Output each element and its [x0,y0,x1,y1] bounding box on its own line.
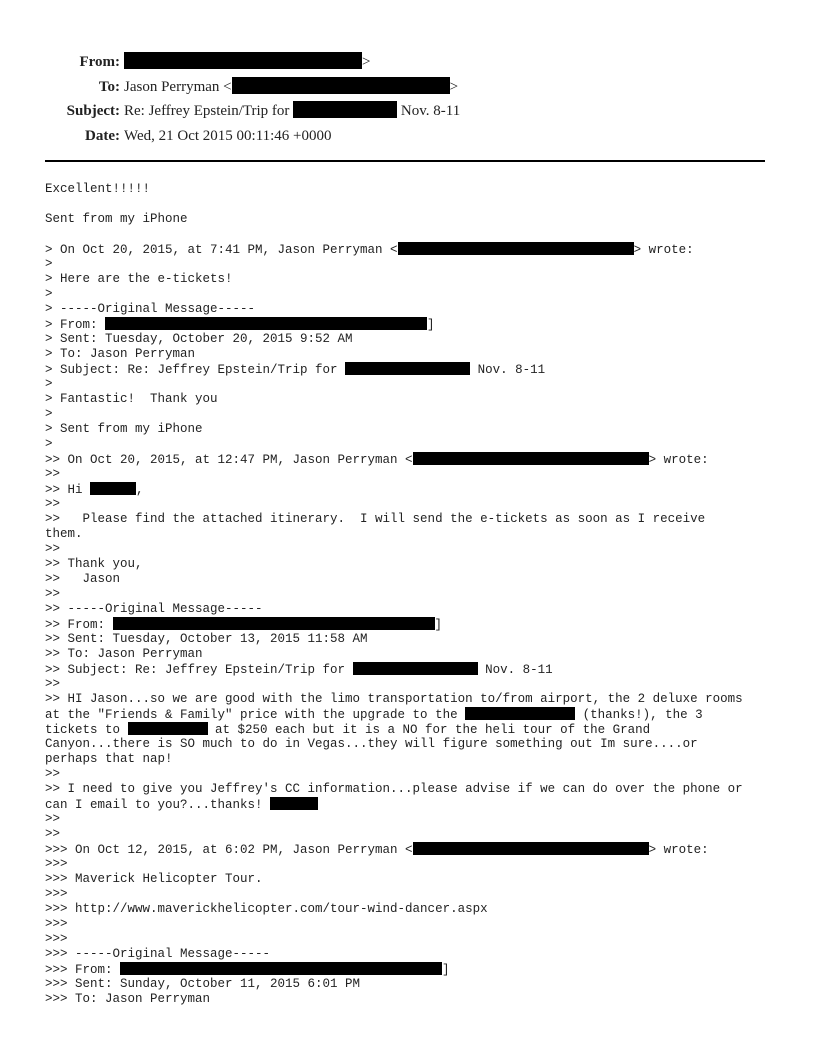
body-text: > Subject: Re: Jeffrey Epstein/Trip for [45,363,346,377]
body-line: >>> [45,932,68,946]
to-name: Jason Perryman < [124,78,232,95]
email-header [0,52,816,150]
body-line: > To: Jason Perryman [45,347,196,361]
redaction-box [345,362,470,375]
body-text: >>> From: [45,963,121,977]
body-line: > Sent from my iPhone [45,422,203,436]
body-text: >>> On Oct 12, 2015, at 6:02 PM, Jason Perryman < [45,843,413,857]
redaction-box [293,101,397,118]
body-line [45,707,775,722]
body-text: > wrote: [648,843,709,857]
redaction-box [353,662,478,675]
body-line: >> [45,827,61,841]
subject-text-pre: Re: Jeffrey Epstein/Trip for [124,103,290,119]
body-line [45,317,775,332]
body-line: >>> [45,887,68,901]
body-text: (thanks!), the 3 [575,708,703,722]
body-line: > Sent: Tuesday, October 20, 2015 9:52 AM [45,332,353,346]
body-line [45,197,775,212]
body-line: >>> [45,917,68,931]
body-line [45,227,775,242]
body-text: > wrote: [648,453,709,467]
from-value [124,52,370,72]
body-text: > wrote: [633,243,694,257]
subject-label: Subject: [66,103,120,119]
body-line [45,482,775,497]
redaction-box [105,317,427,330]
body-text: Nov. 8-11 [470,363,546,377]
redaction-box [120,962,442,975]
body-line: >>> Sent: Sunday, October 11, 2015 6:01 PM [45,977,361,991]
to-close-bracket: > [449,78,459,95]
header-from-row [0,52,816,77]
body-text: >> Subject: Re: Jeffrey Epstein/Trip for [45,663,353,677]
body-line: >> [45,677,61,691]
body-line: >> -----Original Message----- [45,602,263,616]
redaction-box [413,842,649,855]
body-text: at the "Friends & Family" price with the upgrade to the [45,708,466,722]
body-line [45,797,775,812]
body-text: at $250 each but it is a NO for the heli tour of the Grand [207,723,651,737]
redaction-box [232,77,450,94]
body-line: Excellent!!!!! [45,182,151,196]
body-line: > [45,437,53,451]
body-line: >> HI Jason...so we are good with the limo transportation to/from airport, the 2 deluxe rooms [45,692,743,706]
body-text: > On Oct 20, 2015, at 7:41 PM, Jason Perryman < [45,243,398,257]
body-line: >> [45,467,61,481]
body-line: them. [45,527,83,541]
from-label: From: [79,54,120,70]
body-text: > From: [45,318,106,332]
body-line [45,617,775,632]
body-line [45,962,775,977]
body-line: > [45,287,53,301]
body-line: perhaps that nap! [45,752,173,766]
body-line: >>> Maverick Helicopter Tour. [45,872,263,886]
to-label: To: [98,78,120,95]
body-text: can I email to you?...thanks! [45,798,271,812]
body-line [45,842,775,857]
redaction-box [413,452,649,465]
body-line: >> Please find the attached itinerary. I will send the e-tickets as soon as I receive [45,512,706,526]
body-line: >>> [45,857,68,871]
redaction-box [128,722,208,735]
body-line: >>> -----Original Message----- [45,947,271,961]
date-value: Wed, 21 Oct 2015 00:11:46 +0000 [124,127,332,144]
redaction-box [90,482,136,495]
redaction-box [113,617,435,630]
body-text: >> On Oct 20, 2015, at 12:47 PM, Jason Perryman < [45,453,413,467]
header-to-row [0,77,816,102]
body-text: ] [434,618,443,632]
redaction-box [270,797,318,810]
body-line: >> [45,542,61,556]
body-line [45,722,775,737]
body-line: > [45,377,53,391]
body-line: > Here are the e-tickets! [45,272,233,286]
body-text: ] [442,963,450,977]
from-close-bracket: > [362,54,371,70]
redaction-box [124,52,362,69]
header-subject-row [0,101,816,126]
body-line: >> I need to give you Jeffrey's CC information...please advise if we can do over the phone or [45,782,743,796]
body-text: ] [427,318,435,332]
body-text: , [136,483,144,497]
body-line [45,242,775,257]
email-body [45,182,775,1007]
subject-value [124,101,460,121]
body-line: Canyon...there is SO much to do in Vegas...they will figure something out Im sure....or [45,737,698,751]
body-text: >> Hi [45,483,91,497]
body-line: > [45,257,53,271]
body-line: >>> http://www.maverickhelicopter.com/tour-wind-dancer.aspx [45,902,488,916]
header-date-row [0,126,816,151]
body-line [45,362,775,377]
body-line: >> To: Jason Perryman [45,647,203,661]
body-line: > -----Original Message----- [45,302,256,316]
redaction-box [465,707,575,720]
body-line: >> Thank you, [45,557,143,571]
body-line [45,452,775,467]
body-line: >> Jason [45,572,121,586]
body-line: Sent from my iPhone [45,212,188,226]
to-value [124,77,458,97]
body-line [45,662,775,677]
body-line: >> Sent: Tuesday, October 13, 2015 11:58 AM [45,632,368,646]
body-line: >>> To: Jason Perryman [45,992,211,1006]
redaction-box [398,242,634,255]
body-line: > Fantastic! Thank you [45,392,218,406]
body-text: >> From: [45,618,113,632]
date-label: Date: [85,127,120,144]
body-line: > [45,407,53,421]
body-text: tickets to [45,723,128,737]
body-line: >> [45,587,61,601]
body-text: Nov. 8-11 [477,663,553,677]
body-line: >> [45,767,61,781]
header-divider [45,160,765,162]
subject-text-post: Nov. 8-11 [400,103,461,119]
body-line: >> [45,812,61,826]
body-line: >> [45,497,61,511]
